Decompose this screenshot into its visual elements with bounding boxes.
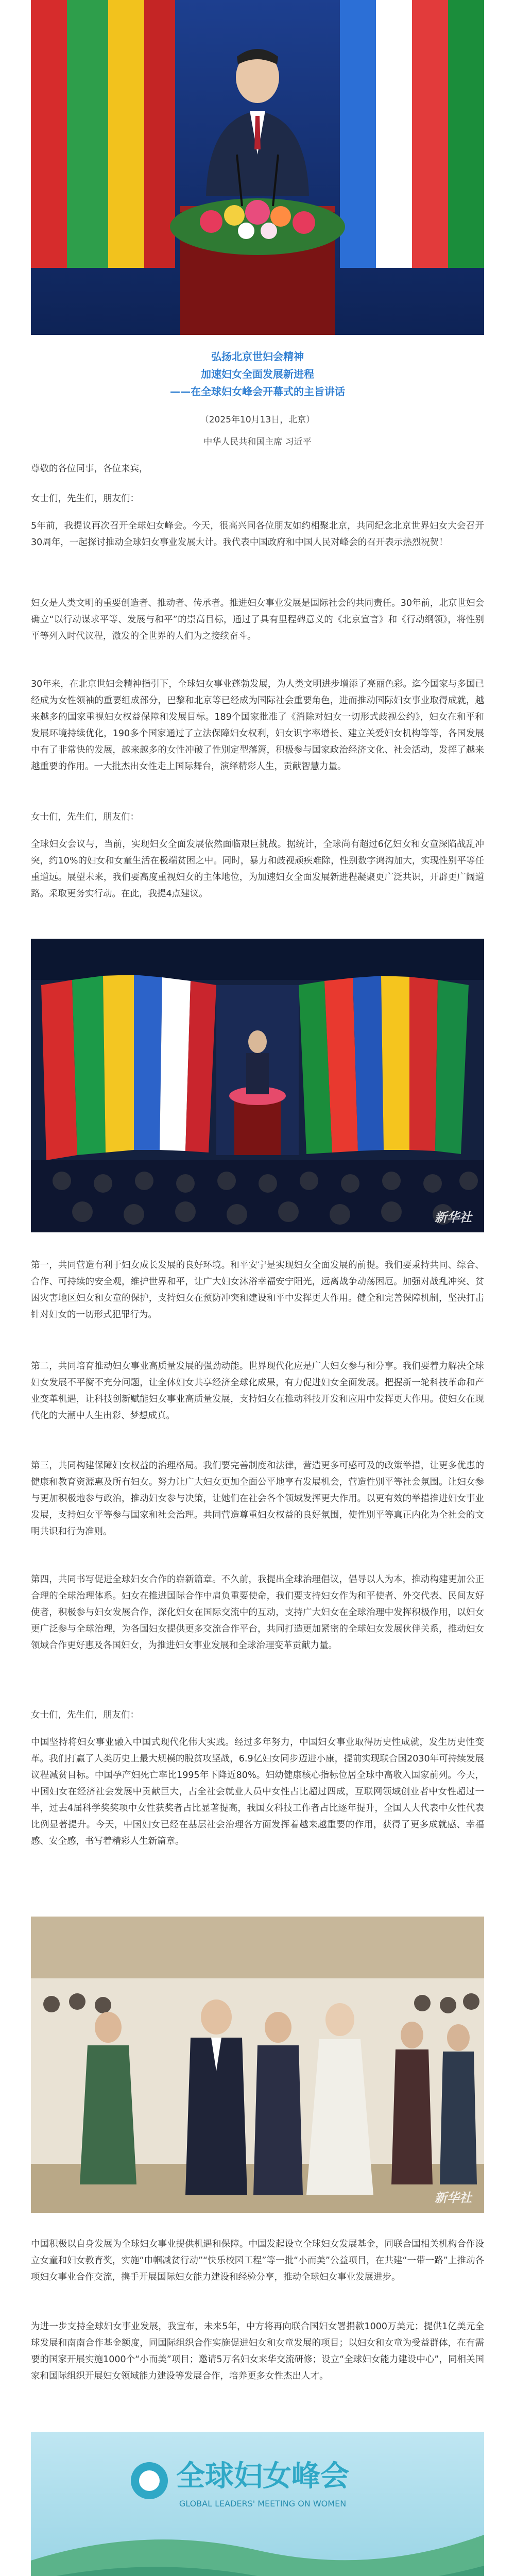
summit-banner-subtitle: GLOBAL LEADERS' MEETING ON WOMEN (179, 2499, 347, 2509)
paragraph-7: 第三，共同构建保障妇女权益的治理格局。我们要完善制度和法律，营造更多可感可及的政策举措，让更多优惠的健康和教育资源惠及所有妇女。努力让广大妇女更加全面公平地享有发展机会，营造性别平等社会氛围。让妇女参与更加积极地参与政治，推动妇女参与决策，让她们在社会各个领域发挥更大作用。以更有效的举措推进妇女事业发展，支持妇女平等参与国家和社会治理。共同营造尊重妇女权益的良好氛围，使性别平等真正内化为全社会的文明共识和行为准则。 (31, 1461, 484, 1537)
photo-group-summit (31, 2432, 484, 2576)
title-line-3: ——在全球妇女峰会开幕式的主旨讲话 (170, 385, 345, 398)
watermark-xinhua: 新华社 (435, 1210, 472, 1225)
paragraph-10: 中国积极以自身发展为全球妇女事业提供机遇和保障。中国发起设立全球妇女发展基金，同联合国相关机构合作设立女童和妇女教育奖，实施“巾帼减贫行动”“快乐校园工程”等一批“小而美”公益项目，在共建“一带一路”上推动各项妇女事业合作交流，携手开展国际妇女能力建设和经验分享，推动全球妇女事业发展进步。 (31, 2239, 484, 2282)
paragraph-6: 第二，共同培育推动妇女事业高质量发展的强劲动能。世界现代化应是广大妇女参与和分享。我们要着力解决全球妇女发展不平衡不充分问题，让全体妇女共享经济全球化成果，有力促进妇女全面发展。把握新一轮科技革命和产业变革机遇，让科技创新赋能妇女事业高质量发展，支持妇女在推动科技开发和应用中发挥更大作用。使妇女在现代化的大潮中人生出彩、梦想成真。 (31, 1361, 484, 1421)
group-summit-svg (31, 2432, 484, 2576)
photo-flags-stage (31, 939, 484, 1232)
article-title (31, 348, 484, 400)
salutation-1: 女士们，先生们，朋友们： (31, 494, 139, 504)
title-line-1: 弘扬北京世妇会精神 (211, 350, 304, 363)
speech-author: 中华人民共和国主席 习近平 (203, 437, 312, 447)
speech-date: （2025年10月13日，北京） (200, 415, 315, 425)
paragraph-2: 妇女是人类文明的重要创造者、推动者、传承者。推进妇女事业发展是国际社会的共同责任。30年前，北京世妇会确立“以行动谋求平等、发展与和平”的崇高目标，通过了具有里程碑意义的《北京宣言》和《行动纲领》，将性别平等列入时代议程，激发的全世界的人们为之接续奋斗。 (31, 598, 484, 641)
paragraph-11: 为进一步支持全球妇女事业发展，我宣布，未来5年，中方将再向联合国妇女署捐款1000万美元；提供1亿美元全球发展和南南合作基金额度，同国际组织合作实施促进妇女和女童发展的项目；以妇女和女童为受益群体，在有需要的国家开展实施1000个“小而美”项目；邀请5万名妇女来华交流研修；设立“全球妇女能力建设中心”，同相关国家和国际组织开展妇女领域能力建设等发展合作，培养更多女性杰出人才。 (31, 2321, 484, 2381)
watermark-xinhua-2: 新华社 (435, 2190, 472, 2205)
paragraph-9: 中国坚持将妇女事业融入中国式现代化伟大实践。经过多年努力，中国妇女事业取得历史性成就，发生历史性变革。我们打赢了人类历史上最大规模的脱贫攻坚战，6.9亿妇女同步迈进小康，提前实现联合国2030年可持续发展议程减贫目标。中国孕产妇死亡率比1995年下降近80%。妇幼健康核心指标位居全球中高收入国家前列。今天，中国妇女在经济社会发展中贡献巨大，占全社会就业人员中女性占比超过四成，互联网领域创业者中女性超过一半，过去4届科学奖奖项中女性获奖者占比显著提高，我国女科技工作者占比逐年提升，全国人大代表中女性代表比例显著提升。今天，中国妇女已经在基层社会治理各方面发挥着越来越重要的作用，获得了更多成就感、幸福感、安全感，书写着精彩人生新篇章。 (31, 1737, 484, 1846)
greeting: 尊敬的各位同事，各位来宾， (31, 464, 148, 474)
salutation-2: 女士们，先生们，朋友们： (31, 812, 139, 822)
leaders-walking-svg (31, 1917, 484, 2213)
paragraph-5: 第一，共同营造有利于妇女成长发展的良好环境。和平安宁是实现妇女全面发展的前提。我们要秉持共同、综合、合作、可持续的安全观，维护世界和平，让广大妇女沐浴幸福安宁阳光，远离战争动荡困厄。加强对战乱冲突、贫困灾害地区妇女和女童的保护，支持妇女在预防冲突和建设和平中发挥更大作用。健全和完善保障机制，坚决打击针对妇女的一切形式犯罪行为。 (31, 1260, 484, 1320)
summit-banner-title: 全球妇女峰会 (176, 2460, 349, 2493)
paragraph-1: 5年前，我提议再次召开全球妇女峰会。今天，很高兴同各位朋友如约相聚北京，共同纪念北京世界妇女大会召开30周年，一起探讨推动全球妇女事业发展大计。我代表中国政府和中国人民对峰会的召开表示热烈祝贺！ (31, 521, 484, 548)
paragraph-3: 30年来，在北京世妇会精神指引下，全球妇女事业蓬勃发展，为人类文明进步增添了亮丽色彩。迄今国家与多国已经成为女性领袖的重要组成部分，巴黎和北京等已经成为国际社会重要角色，进而推动国际妇女事业取得成就，越来越多的国家重视妇女权益保障和发展目标。189个国家批准了《消除对妇女一切形式歧视公约》，妇女在和平和发展环境持续优化，190多个国家通过了立法保障妇女权利，妇女识字率增长、建立关爱妇女机构等等，各国发展中有了非常快的发展，越来越多的女性冲破了性别定型藩篱，积极参与国家政治经济文化、社会活动，发挥了越来越重要的作用。一大批杰出女性走上国际舞台，演绎精彩人生，贡献智慧力量。 (31, 679, 484, 772)
photo-speaker-at-podium (31, 0, 484, 335)
flags-stage-svg (31, 939, 484, 1232)
podium-image-svg (31, 0, 484, 335)
salutation-3: 女士们，先生们，朋友们： (31, 1710, 139, 1720)
title-line-2: 加速妇女全面发展新进程 (201, 368, 314, 380)
paragraph-4: 全球妇女会议与，当前，实现妇女全面发展依然面临艰巨挑战。据统计，全球尚有超过6亿妇女和女童深陷战乱冲突，约10%的妇女和女童生活在极端贫困之中。同时，暴力和歧视顽疾难除，性别数字鸿沟加大，实现性别平等任重道远。展望未来，我们要高度重视妇女的主体地位，为加速妇女全面发展新进程凝聚更广泛共识，开辟更广阔道路。采取更务实行动。在此，我提4点建议。 (31, 839, 484, 899)
paragraph-8: 第四，共同书写促进全球妇女合作的崭新篇章。不久前，我提出全球治理倡议，倡导以人为本，推动构建更加公正合理的全球治理体系。妇女在推进国际合作中肩负重要使命，我们要支持妇女作为和平使者、外交代表、民间友好使者，积极参与妇女发展合作，深化妇女在国际交流中的互动，支持广大妇女在全球治理中发挥积极作用，以妇女更广泛参与全球治理，为各国妇女提供更多交流合作平台，共同打造更加紧密的全球妇女发展伙伴关系，推动妇女领域合作更好惠及各国妇女，为推进妇女事业发展和全球治理变革贡献力量。 (31, 1574, 484, 1651)
photo-leaders-walking (31, 1917, 484, 2213)
